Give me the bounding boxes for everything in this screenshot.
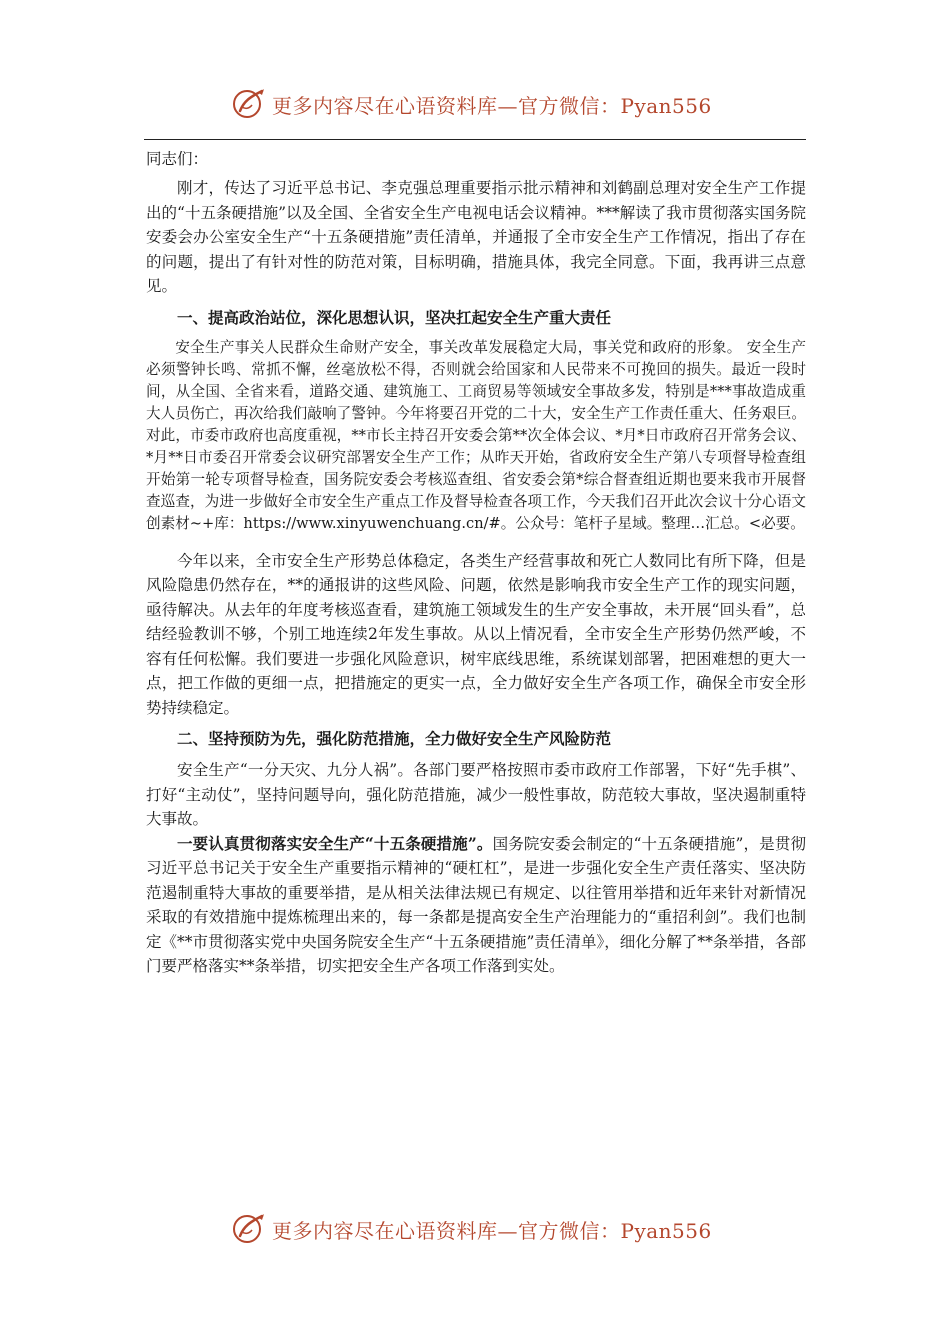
paragraph-responsibility: 安全生产事关人民群众生命财产安全，事关改革发展稳定大局，事关党和政府的形象。 安全生产必须警钟长鸣、常抓不懈，丝毫放松不得，否则就会给国家和人民带来不可挽回的损失。最近一段时间，从全国、全省来看，道路交通、建筑施工、工商贸易等领域安全事故多发，特别是***事故造成重大人员伤亡，再次给我们敲响了警钟。今年将要召开党的二十大，安全生产工作责任重大、任务艰巨。对此，市委市政府也高度重视，**市长主持召开安委会第**次全体会议、*月*日市政府召开常务会议、*月**日市委召开常委会议研究部署安全生产工作；从昨天开始，省政府安全生产第八专项督导检查组开始第一轮专项督导检查，国务院安委会考核巡查组、省安委会第*综合督查组近期也要来我市开展督查巡查，为进一步做好全市安全生产重点工作及督导检查各项工作，今天我们召开此次会议十分心语文创素材~+库：https://www.xinyuwenchuang.cn/#。公众号：笔杆子星域。整理…汇总。<必要。: [146, 338, 806, 532]
paragraph-measures: [146, 832, 806, 979]
measures-text: 国务院安委会制定的“十五条硬措施”，是贯彻习近平总书记关于安全生产重要指示精神的“硬杠杠”，是进一步强化安全生产责任落实、坚决防范遏制重特大事故的重要举措，是从相关法律法规已有规定、以往管用举措和近年来针对新情况采取的有效措施中提炼梳理出来的，每一条都是提高安全生产治理能力的“重招利剑”。我们也制定《**市贯彻落实党中央国务院安全生产“十五条硬措施”责任清单》，细化分解了**条举措，各部门要严格落实**条举措，切实把安全生产各项工作落到实处。: [146, 834, 806, 975]
writing-logo-icon: [232, 87, 266, 121]
banner-text: 更多内容尽在心语资料库—官方微信：Pyan556: [272, 93, 712, 118]
writing-logo-icon: [232, 1212, 266, 1246]
footer-banner: [232, 1211, 712, 1247]
header-banner: [232, 86, 712, 122]
header-divider: [144, 139, 806, 140]
paragraph-prevention: 安全生产“一分天灾、九分人祸”。各部门要严格按照市委市政府工作部署，下好“先手棋”、打好“主动仗”，坚持问题导向，强化防范措施，减少一般性事故，防范较大事故，坚决遏制重特大事故。: [146, 761, 806, 828]
greeting: 同志们：: [146, 150, 209, 168]
paragraph-situation: 今年以来，全市安全生产形势总体稳定，各类生产经营事故和死亡人数同比有所下降，但是风险隐患仍然存在，**的通报讲的这些风险、问题，依然是影响我市安全生产工作的现实问题，亟待解决。从去年的年度考核巡查看，建筑施工领域发生的生产安全事故，未开展“回头看”，总结经验教训不够，个别工地连续2年发生事故。从以上情况看，全市安全生产形势仍然严峻，不容有任何松懈。我们要进一步强化风险意识，树牢底线思维，系统谋划部署，把困难想的更大一点，把工作做的更细一点，把措施定的更实一点，全力做好安全生产各项工作，确保全市安全形势持续稳定。: [146, 551, 806, 717]
paragraph-intro: 刚才，传达了习近平总书记、李克强总理重要指示批示精神和刘鹤副总理对安全生产工作提出的“十五条硬措施”以及全国、全省安全生产电视电话会议精神。***解读了我市贯彻落实国务院安委会办公室安全生产“十五条硬措施”责任清单，并通报了全市安全生产工作情况，指出了存在的问题，提出了有针对性的防范对策，目标明确，措施具体，我完全同意。下面，我再讲三点意见。: [146, 179, 806, 295]
banner-text: 更多内容尽在心语资料库—官方微信：Pyan556: [272, 1218, 712, 1243]
section-heading-1: 一、提高政治站位，深化思想认识，坚决扛起安全生产重大责任: [177, 307, 612, 327]
section-heading-2: 二、坚持预防为先，强化防范措施，全力做好安全生产风险防范: [177, 729, 612, 748]
document-body: [146, 144, 806, 979]
measures-lead: 一要认真贯彻落实安全生产“十五条硬措施”。: [177, 833, 493, 853]
